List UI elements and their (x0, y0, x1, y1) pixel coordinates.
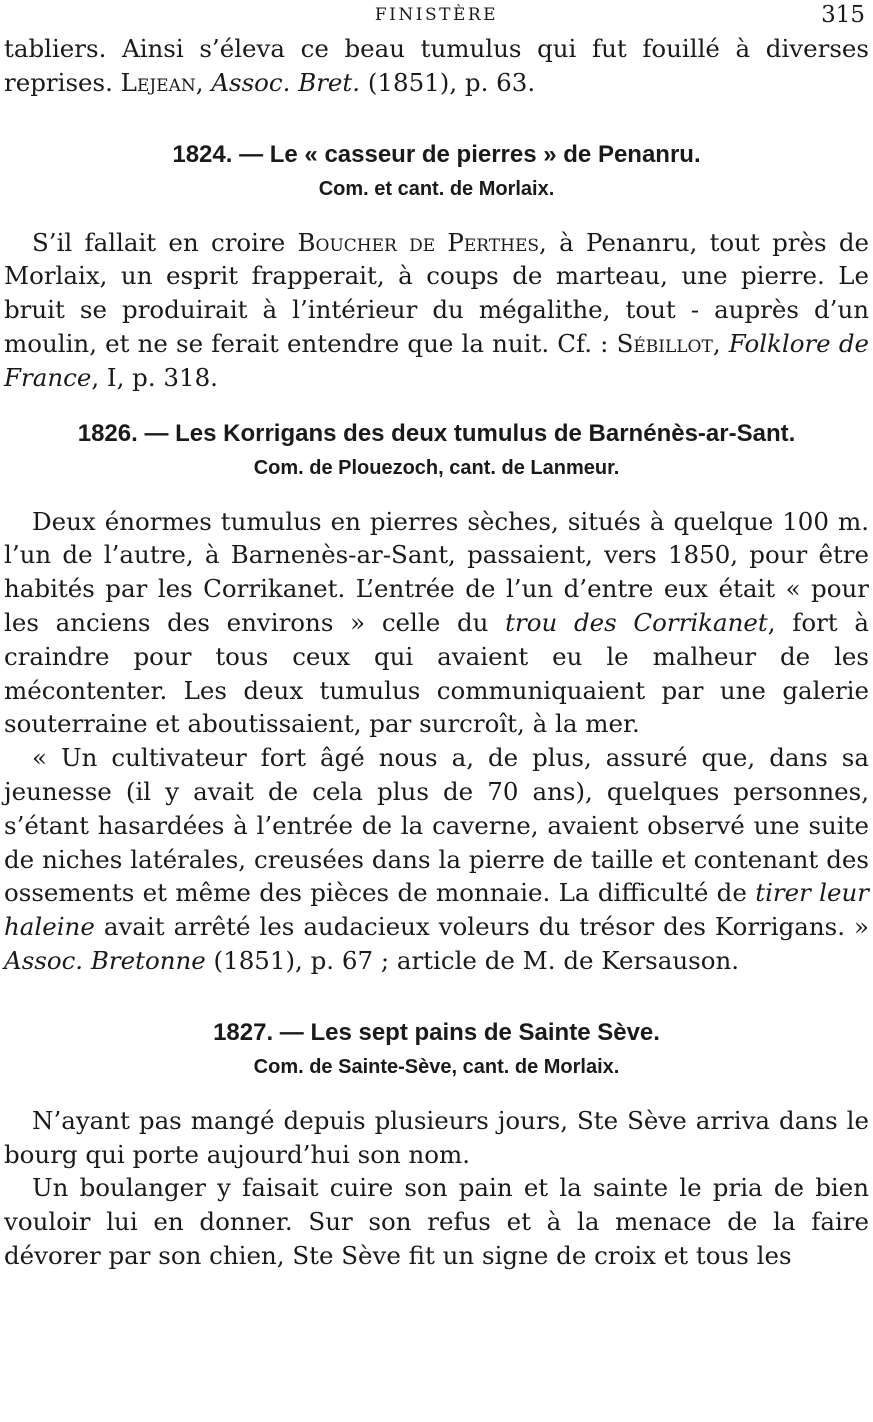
entry-1826-p2-text-b: avait arrêté les audacieux voleurs du trésor des Korrigans. » (94, 912, 869, 942)
entry-1827-paragraph-1: N’ayant pas mangé depuis plusieurs jours, Ste Sève arriva dans le bourg qui porte aujourd’hui son nom. (4, 1105, 869, 1169)
entry-1824-separator: , (712, 328, 729, 358)
entry-1824-author: Boucher de Perthes (297, 227, 540, 257)
entry-1827-heading: 1827. — Les sept pains de Sainte Sève. (213, 1018, 660, 1046)
page-number: 315 (821, 2, 865, 28)
entry-1824-location: Com. et cant. de Morlaix. (318, 177, 555, 200)
entry-1826-p2-text-c: (1851), p. 67 ; article de M. de Kersauson. (205, 945, 740, 975)
running-header (4, 0, 869, 32)
entry-1826-p1-text-b: , fort à craindre pour tous ceux qui avaient eu le malheur de les mécontenter. Les deux tumulus communiquaient par une galerie souterraine et aboutissaient, par surcroît, à la mer. (4, 607, 869, 739)
entry-1824-work: Folklore de France (4, 328, 869, 392)
entry-1826-p2-italic: tirer leur haleine (4, 878, 870, 942)
entry-1824-heading: 1824. — Le « casseur de pierres » de Penanru. (172, 140, 701, 168)
entry-1824-text-a: S’il fallait en croire (32, 227, 298, 257)
entry-1826-p2-journal: Assoc. Bretonne (4, 945, 206, 975)
intro-separator: , (195, 67, 212, 97)
entry-1827-paragraph-2: Un boulanger y faisait cuire son pain et la sainte le pria de bien vouloir lui en donner. Sur son refus et à la menace de la faire dévorer par son chien, Ste Sève fit un signe de croix et tous les (4, 1173, 869, 1270)
entry-1826-paragraph-1 (4, 505, 869, 742)
intro-citation: (1851), p. 63. (360, 67, 536, 97)
intro-author: Lejean (120, 67, 196, 97)
running-title: FINISTÈRE (374, 5, 499, 25)
entry-1824-text-b: , à Penanru, tout près de Morlaix, un esprit frapperait, à coups de marteau, une pierre. Le bruit se produirait à l’intérieur du mégalithe, tout - auprès d’un moulin, et ne se ferait entendre que la nuit. Cf. : (4, 227, 870, 358)
intro-journal: Assoc. Bret. (211, 67, 361, 97)
entry-1827-location: Com. de Sainte-Sève, cant. de Morlaix. (253, 1055, 620, 1078)
entry-1826-p1-text-a: Deux énormes tumulus en pierres sèches, situés à quelque 100 m. l’un de l’autre, à Barnenès-ar-Sant, passaient, vers 1850, pour être habités par les Corrikanet. L’entrée de l’un d’entre eux était « pour les anciens des environs » celle du (4, 506, 869, 637)
entry-1824-text-c: , I, p. 318. (91, 362, 218, 392)
intro-paragraph (4, 32, 869, 100)
entry-1826-paragraph-2 (4, 741, 869, 978)
entry-1824-author2: Sébillot (616, 328, 713, 358)
entry-1824-paragraph (4, 226, 869, 395)
entry-1826-p1-italic: trou des Corrikanet (505, 607, 768, 637)
entry-1826-location: Com. de Plouezoch, cant. de Lanmeur. (253, 456, 620, 479)
intro-text: tabliers. Ainsi s’éleva ce beau tumulus qui fut fouillé à diverses reprises. (4, 34, 869, 97)
entry-1826-p2-text-a: « Un cultivateur fort âgé nous a, de plus, assuré que, dans sa jeunesse (il y avait de cela plus de 70 ans), quelques personnes, s’étant hasardées à l’entrée de la caverne, avaient observé une suite de niches latérales, creusées dans la pierre de taille et contenant des ossements et même des pièces de monnaie. La difficulté de (4, 743, 869, 908)
entry-1826-heading: 1826. — Les Korrigans des deux tumulus de Barnénès-ar-Sant. (77, 419, 796, 447)
